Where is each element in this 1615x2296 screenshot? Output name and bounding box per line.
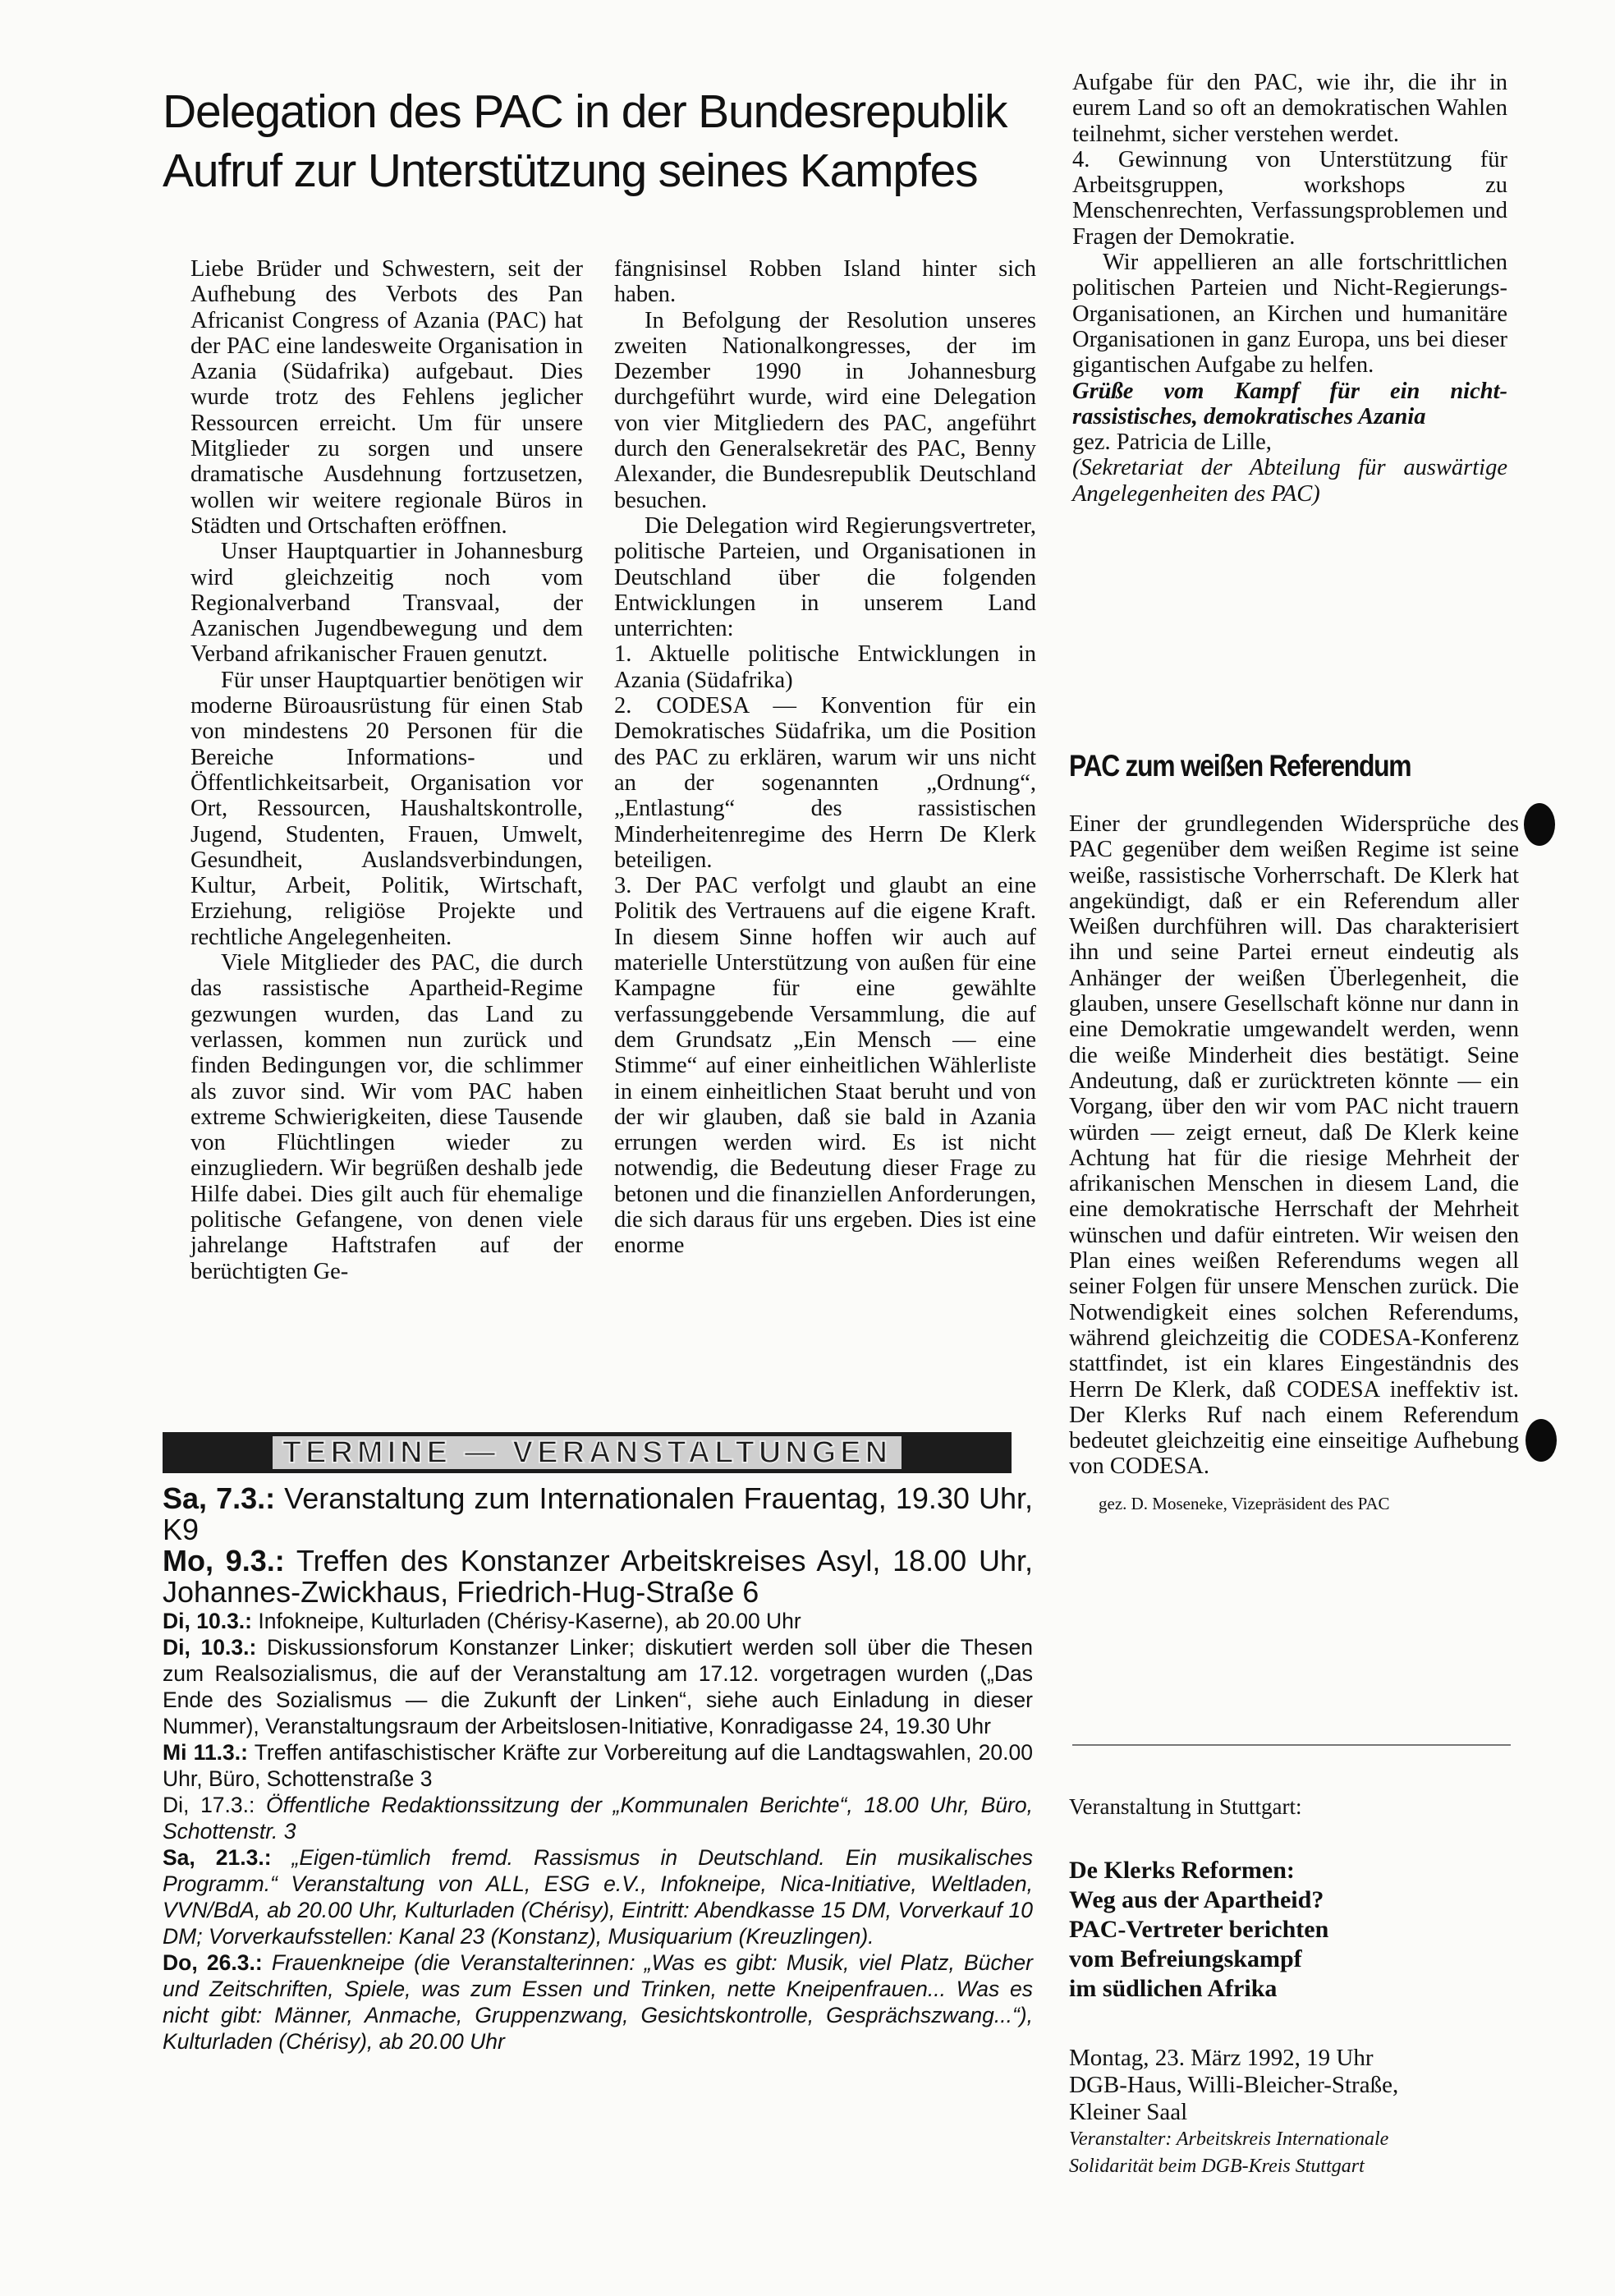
event-day: Do, 26.3.: — [163, 1950, 263, 1975]
list-item — [163, 1608, 1033, 1634]
list-item — [163, 1949, 1033, 2055]
event-day: Di, 10.3.: — [163, 1609, 252, 1633]
event-title — [1069, 1856, 1529, 2004]
article-paragraph: Aufgabe für den PAC, wie ihr, die ihr in eurem Land so oft an demokratischen Wahlen teilnehmt, sicher verstehen werdet. — [1072, 70, 1507, 147]
termine-banner-text: TERMINE — VERANSTALTUNGEN — [273, 1436, 902, 1469]
list-item — [163, 1483, 1033, 1545]
list-item — [163, 1634, 1033, 1739]
signature-role: (Sekretariat der Abteilung für auswärtige Angelegenheiten des PAC) — [1072, 455, 1507, 507]
event-text: Treffen des Konstanzer Arbeitskreises Asyl, 18.00 Uhr, Johannes-Zwickhaus, Friedrich-Hug-Straße 6 — [163, 1544, 1033, 1609]
article-column-3 — [1072, 70, 1507, 507]
event-organizer-line: Solidarität beim DGB-Kreis Stuttgart — [1069, 2156, 1365, 2177]
referendum-signature: gez. D. Moseneke, Vizepräsident des PAC — [1099, 1493, 1390, 1513]
article-paragraph: Die Delegation wird Regierungsvertreter, politische Parteien, und Organisationen in Deutschland über die folgenden Entwicklungen in unserem Land unterrichten: — [614, 512, 1036, 642]
event-title-line: vom Befreiungskampf — [1069, 1945, 1302, 1972]
article-paragraph: Viele Mitglieder des PAC, die durch das rassistische Apartheid-Regime gezwungen wurden, das Land zu verlassen, kommen nun zurück und finden Bedingungen vor, die schlimmer als zuvor sind. Wir vom PAC haben extreme Schwierigkeiten, diese Tausende von Flüchtlingen wieder zu einzugliedern. Wir begrüßen deshalb jede Hilfe dabei. Dies gilt auch für ehemalige politische Gefangene, von denen viele jahrelange Haftstrafen auf der berüchtigten Ge- — [190, 950, 583, 1284]
list-item: 2. CODESA — Konvention für ein Demokratisches Südafrika, um die Position des PAC zu erklären, warum wir uns nicht an der sogenannten „Ordnung“, „Entlastung“ des rassistischen Minderheitenregime des Herrn De Klerk beteiligen. — [614, 693, 1036, 873]
event-venue: DGB-Haus, Willi-Bleicher-Straße, — [1069, 2072, 1399, 2098]
event-details — [1069, 2045, 1529, 2126]
punch-hole — [1526, 1419, 1557, 1462]
event-day: Di, 17.3.: — [163, 1793, 255, 1817]
article-column-1 — [190, 256, 583, 1284]
event-date: Montag, 23. März 1992, 19 Uhr — [1069, 2045, 1374, 2071]
event-day: Sa, 7.3.: — [163, 1481, 276, 1515]
page-headline — [163, 82, 1049, 200]
event-text: „Eigen-tümlich fremd. Rassismus in Deutschland. Ein musikalisches Programm.“ Veranstaltung von ALL, ESG e.V., Infokneipe, Nica-Initiative, Weltladen, VVN/BdA, ab 20.00 Uhr, Kulturladen (Chérisy), Eintritt: Abendkasse 15 DM, Vorverkauf 10 DM; Vorverkaufsstellen: Kanal 23 (Konstanz), Musiquarium (Kreuzlingen). — [163, 1845, 1034, 1949]
event-title-line: PAC-Vertreter berichten — [1069, 1916, 1329, 1943]
referendum-title: PAC zum weißen Referendum — [1069, 749, 1411, 783]
event-day: Sa, 21.3.: — [163, 1845, 272, 1870]
list-item — [163, 1792, 1033, 1844]
article-paragraph: Für unser Hauptquartier benötigen wir moderne Büroausrüstung für einen Stab von mindestens 20 Personen für die Bereiche Informations- und Öffentlichkeitsarbeit, Organisation vor Ort, Ressourcen, Haushaltskontrolle, Jugend, Studenten, Frauen, Umwelt, Gesundheit, Auslandsverbindungen, Kultur, Arbeit, Politik, Wirtschaft, Erziehung, religiöse Projekte und rechtliche Angelegenheiten. — [190, 667, 583, 950]
headline-line-2: Aufruf zur Unterstützung seines Kampfes — [163, 145, 978, 197]
event-title-line: De Klerks Reformen: — [1069, 1857, 1295, 1884]
article-paragraph: In Befolgung der Resolution unseres zweiten Nationalkongresses, der im Dezember 1990 in Johannesburg durchgeführt wurde, wird eine Delegation von vier Mitgliedern des PAC, angeführt durch den Generalsekretär des PAC, Benny Alexander, die Bundesrepublik Deutschland besuchen. — [614, 307, 1036, 513]
list-item: 4. Gewinnung von Unterstützung für Arbeitsgruppen, workshops zu Menschenrechten, Verfassungsproblemen und Fragen der Demokratie. — [1072, 146, 1507, 250]
event-lead: Veranstaltung in Stuttgart: — [1069, 1794, 1302, 1819]
signature: gez. Patricia de Lille, — [1072, 429, 1272, 456]
punch-hole — [1524, 803, 1555, 846]
list-item — [163, 1545, 1033, 1608]
event-day: Di, 10.3.: — [163, 1635, 257, 1660]
list-item: 1. Aktuelle politische Entwicklungen in Azania (Südafrika) — [614, 641, 1036, 693]
article-paragraph: fängnisinsel Robben Island hinter sich haben. — [614, 256, 1036, 308]
event-day: Mi 11.3.: — [163, 1740, 248, 1765]
termine-banner — [163, 1432, 1012, 1473]
event-text: Veranstaltung zum Internationalen Frauentag, 19.30 Uhr, K9 — [163, 1481, 1033, 1546]
referendum-article — [1069, 811, 1519, 1517]
article-paragraph: Liebe Brüder und Schwestern, seit der Aufhebung des Verbots des Pan Africanist Congress of Azania (PAC) hat der PAC eine landesweite Organisation in Azania (Südafrika) aufgebaut. Dies wurde trotz des Fehlens jeglicher Ressourcen erreicht. Um für unsere Mitglieder zu sorgen und unsere dramatische Ausdehnung fortzusetzen, wollen wir weitere regionale Büros in Städten und Ortschaften eröffnen. — [190, 256, 583, 539]
event-title-line: Weg aus der Apartheid? — [1069, 1886, 1324, 1913]
headline-line-1: Delegation des PAC in der Bundesrepublik — [163, 85, 1007, 138]
event-text: Frauenkneipe (die Veranstalterinnen: „Was es gibt: Musik, viel Platz, Bücher und Zeitschriften, Spiele, was zum Essen und Trinken, nette Kneipenfrauen... Was es nicht gibt: Männer, Anmache, Gruppenzwang, Gesichtskontrolle, Gesprächszwang...“), Kulturladen (Chérisy), ab 20.00 Uhr — [163, 1950, 1033, 2054]
event-title-line: im südlichen Afrika — [1069, 1975, 1278, 2002]
event-text: Diskussionsforum Konstanzer Linker; diskutiert werden soll über die Thesen zum Realsozialismus, die auf der Veranstaltung am 17.12. vorgetragen wurden („Das Ende des Sozialismus — die Zukunft der Linken“, siehe auch Einladung in dieser Nummer), Veranstaltungsraum der Arbeitslosen-Initiative, Konradigasse 24, 19.30 Uhr — [163, 1635, 1033, 1738]
divider — [1072, 1744, 1511, 1746]
stuttgart-event-box — [1069, 1794, 1529, 2180]
list-item: 3. Der PAC verfolgt und glaubt an eine Politik des Vertrauens auf die eigene Kraft. In diesem Sinne hoffen wir auch auf materielle Unterstützung von außen für eine Kampagne für eine gewählte verfassunggebende Versammlung, die auf dem Grundsatz „Ein Mensch — eine Stimme“ auf einer einheitlichen Wählerliste in einem einheitlichen Staat beruht und von der wir glauben, daß sie bald in Azania errungen werden wird. Es ist nicht notwendig, die Bedeutung dieser Frage zu betonen und die finanziellen Anforderungen, die sich daraus für uns ergeben. Dies ist eine enorme — [614, 873, 1036, 1259]
event-organizer — [1069, 2126, 1529, 2180]
referendum-body: Einer der grundlegenden Widersprüche des PAC gegenüber dem weißen Regime ist seine weiße, rassistische Vorherrschaft. De Klerk hat angekündigt, daß er ein Referendum aller Weißen durchführen will. Das charakterisiert ihn und seine Partei erneut eindeutig als Anhänger der weißen Überlegenheit, die glauben, unsere Gesellschaft könne nur dann in eine Demokratie umgewandelt werden, wenn die weiße Minderheit dies bestätigt. Seine Andeutung, daß er zurücktreten könnte — ein Vorgang, über den wir vom PAC nicht trauern würden — zeigt erneut, daß De Klerk keine Achtung hat für die riesige Mehrheit der afrikanischen Menschen in diesem Land, die eine demokratische Herrschaft der Mehrheit wünschen und dafür eintreten. Wir weisen den Plan eines weißen Referendums wegen all seiner Folgen für unsere Menschen zurück. Die Notwendigkeit eines solchen Referendums, während gleichzeitig die CODESA-Konferenz stattfindet, ist ein klares Eingeständnis des Herrn De Klerk, daß CODESA ineffektiv ist. Der Klerks Ruf nach einem Referendum bedeutet gleichzeitig eine einseitige Aufhebung von CODESA. — [1069, 811, 1519, 1480]
event-text: Treffen antifaschistischer Kräfte zur Vorbereitung auf die Landtagswahlen, 20.00 Uhr, Büro, Schottenstraße 3 — [163, 1740, 1033, 1791]
event-organizer-line: Veranstalter: Arbeitskreis Internationale — [1069, 2128, 1389, 2150]
article-paragraph: Unser Hauptquartier in Johannesburg wird gleichzeitig noch vom Regionalverband Transvaal, der Azanischen Jugendbewegung und dem Verband afrikanischer Frauen genutzt. — [190, 539, 583, 668]
article-column-2 — [614, 256, 1036, 1259]
greeting: Grüße vom Kampf für ein nicht-rassistisches, demokratisches Azania — [1072, 378, 1507, 429]
event-room: Kleiner Saal — [1069, 2099, 1188, 2125]
list-item — [163, 1739, 1033, 1792]
article-paragraph: Wir appellieren an alle fortschrittlichen politischen Parteien und Nicht-Regierungs-Organisationen, an Kirchen und humanitäre Organisationen in ganz Europa, uns bei dieser gigantischen Aufgabe zu helfen. — [1072, 250, 1507, 379]
event-text: Infokneipe, Kulturladen (Chérisy-Kaserne), ab 20.00 Uhr — [252, 1609, 801, 1633]
event-text: Öffentliche Redaktionssitzung der „Kommunalen Berichte“, 18.00 Uhr, Büro, Schottenstr. 3 — [163, 1793, 1033, 1844]
termine-list — [163, 1483, 1033, 2055]
list-item — [163, 1844, 1033, 1949]
event-day: Mo, 9.3.: — [163, 1544, 285, 1577]
